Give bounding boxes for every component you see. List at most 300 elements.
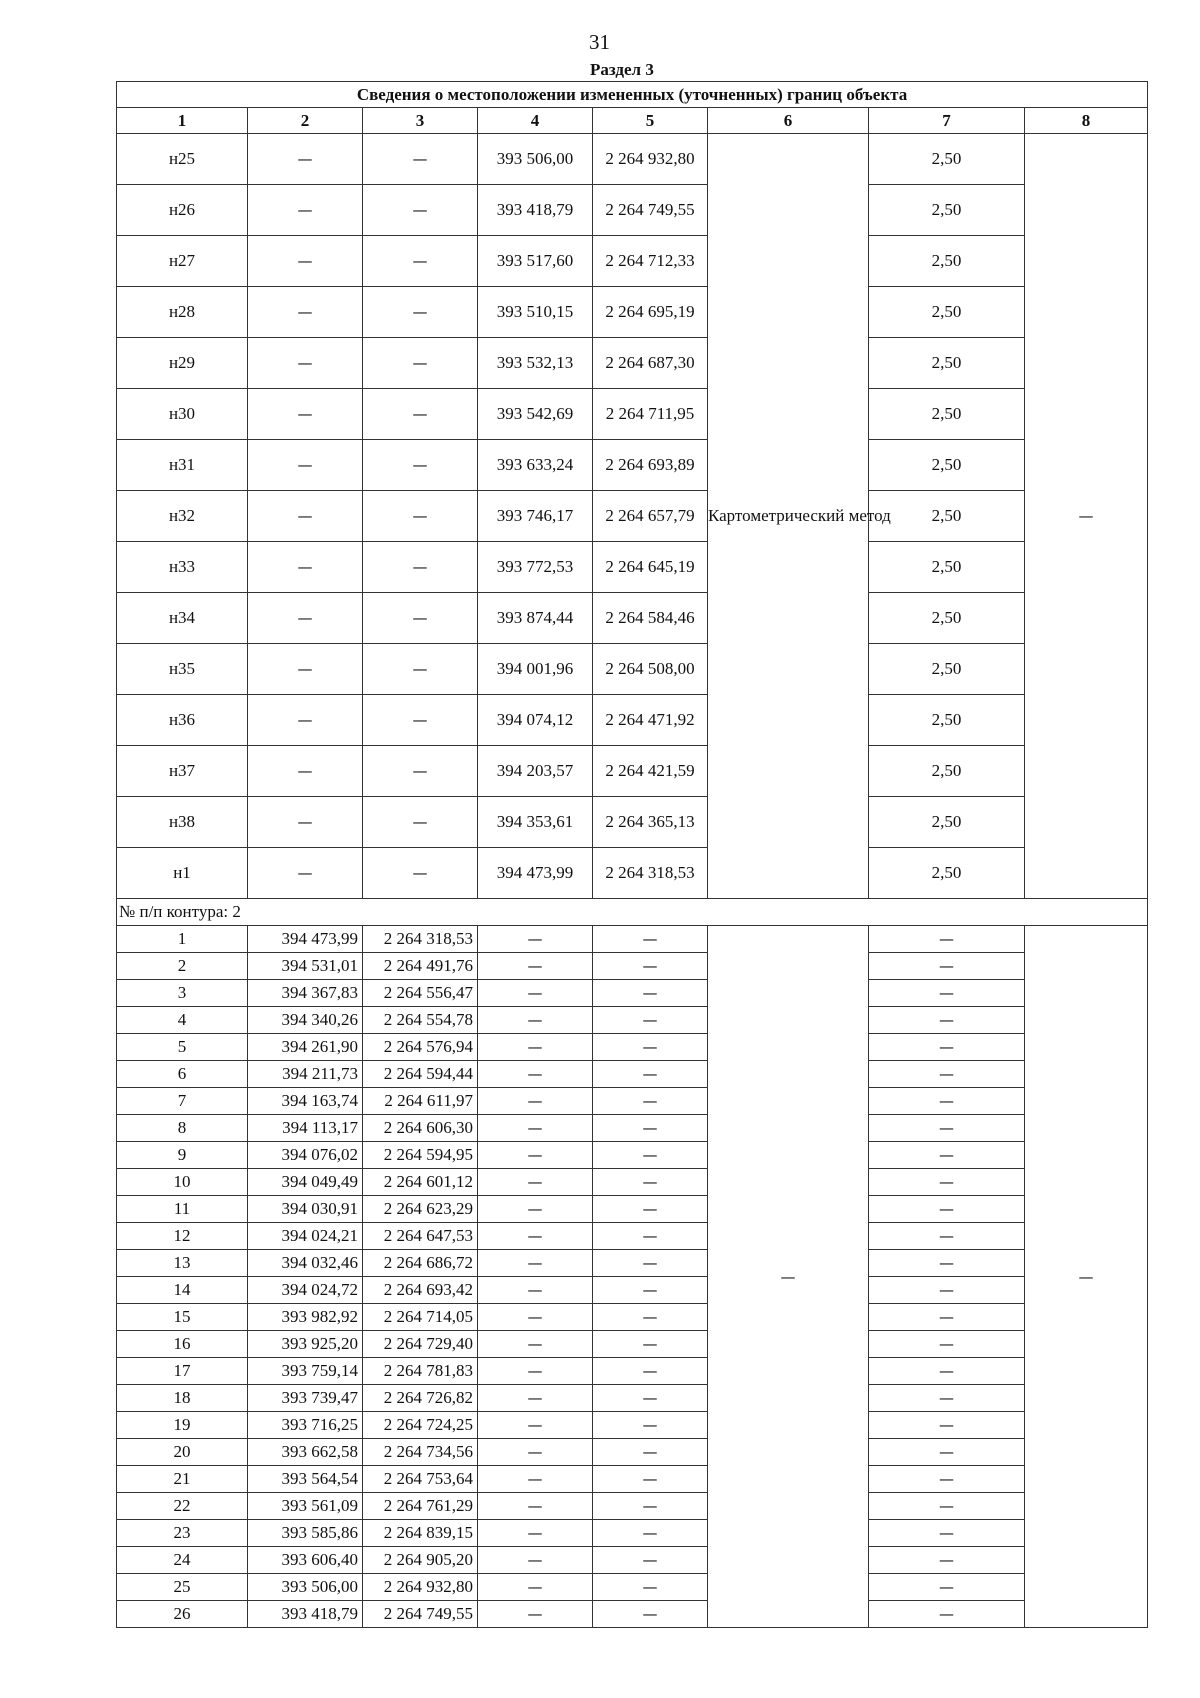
table-caption: Сведения о местоположении измененных (уточненных) границ объекта	[117, 82, 1148, 108]
table-row	[117, 1331, 1148, 1358]
column-number: 3	[363, 108, 478, 134]
accuracy-cell: —	[869, 953, 1025, 980]
new-x-cell: —	[478, 1088, 593, 1115]
new-y-cell: 2 264 645,19	[593, 542, 708, 593]
accuracy-cell: —	[869, 1466, 1025, 1493]
point-id: н25	[117, 134, 248, 185]
accuracy-cell: —	[869, 1358, 1025, 1385]
old-x-cell: 394 076,02	[248, 1142, 363, 1169]
accuracy-cell: —	[869, 980, 1025, 1007]
old-y-cell: —	[363, 746, 478, 797]
method-cell: —	[708, 926, 869, 1628]
old-x-cell: 394 211,73	[248, 1061, 363, 1088]
new-x-cell: 393 772,53	[478, 542, 593, 593]
old-y-cell: 2 264 729,40	[363, 1331, 478, 1358]
column-number: 5	[593, 108, 708, 134]
accuracy-cell: 2,50	[869, 236, 1025, 287]
new-y-cell: 2 264 695,19	[593, 287, 708, 338]
old-x-cell: 394 024,72	[248, 1277, 363, 1304]
old-y-cell: 2 264 611,97	[363, 1088, 478, 1115]
accuracy-cell: —	[869, 1574, 1025, 1601]
table-row	[117, 542, 1148, 593]
old-x-cell: 393 759,14	[248, 1358, 363, 1385]
accuracy-cell: 2,50	[869, 848, 1025, 899]
new-x-cell: 394 353,61	[478, 797, 593, 848]
new-x-cell: —	[478, 1574, 593, 1601]
new-y-cell: 2 264 711,95	[593, 389, 708, 440]
accuracy-cell: —	[869, 1412, 1025, 1439]
point-id: 6	[117, 1061, 248, 1088]
new-x-cell: 393 542,69	[478, 389, 593, 440]
old-x-cell: 394 340,26	[248, 1007, 363, 1034]
table-row	[117, 440, 1148, 491]
accuracy-cell: 2,50	[869, 542, 1025, 593]
point-id: н31	[117, 440, 248, 491]
new-y-cell: 2 264 687,30	[593, 338, 708, 389]
old-x-cell: —	[248, 491, 363, 542]
table-row	[117, 1277, 1148, 1304]
accuracy-cell: —	[869, 1115, 1025, 1142]
new-x-cell: —	[478, 1034, 593, 1061]
old-x-cell: —	[248, 848, 363, 899]
old-y-cell: 2 264 761,29	[363, 1493, 478, 1520]
point-id: 16	[117, 1331, 248, 1358]
table-row	[117, 1520, 1148, 1547]
new-x-cell: —	[478, 1277, 593, 1304]
accuracy-cell: —	[869, 1520, 1025, 1547]
column-number: 6	[708, 108, 869, 134]
point-id: 4	[117, 1007, 248, 1034]
accuracy-cell: —	[869, 926, 1025, 953]
old-y-cell: 2 264 623,29	[363, 1196, 478, 1223]
old-y-cell: 2 264 601,12	[363, 1169, 478, 1196]
point-id: н26	[117, 185, 248, 236]
new-y-cell: —	[593, 1223, 708, 1250]
point-id: н32	[117, 491, 248, 542]
old-y-cell: 2 264 781,83	[363, 1358, 478, 1385]
table-row	[117, 926, 1148, 953]
new-y-cell: 2 264 657,79	[593, 491, 708, 542]
point-id: н27	[117, 236, 248, 287]
accuracy-cell: 2,50	[869, 491, 1025, 542]
old-x-cell: 394 030,91	[248, 1196, 363, 1223]
point-id: 2	[117, 953, 248, 980]
table-row	[117, 1412, 1148, 1439]
new-y-cell: —	[593, 1169, 708, 1196]
description-cell: —	[1025, 926, 1148, 1628]
table-row	[117, 1115, 1148, 1142]
new-x-cell: —	[478, 1547, 593, 1574]
old-y-cell: —	[363, 542, 478, 593]
table-row	[117, 338, 1148, 389]
accuracy-cell: —	[869, 1385, 1025, 1412]
new-x-cell: —	[478, 1601, 593, 1628]
old-y-cell: 2 264 318,53	[363, 926, 478, 953]
old-x-cell: —	[248, 746, 363, 797]
table-row	[117, 1304, 1148, 1331]
new-x-cell: —	[478, 1358, 593, 1385]
new-y-cell: —	[593, 1466, 708, 1493]
table-row	[117, 1466, 1148, 1493]
table-row	[117, 848, 1148, 899]
new-x-cell: 393 506,00	[478, 134, 593, 185]
new-y-cell: 2 264 365,13	[593, 797, 708, 848]
new-x-cell: —	[478, 1412, 593, 1439]
contour-row	[117, 899, 1148, 926]
old-y-cell: 2 264 693,42	[363, 1277, 478, 1304]
column-number: 2	[248, 108, 363, 134]
old-x-cell: 393 506,00	[248, 1574, 363, 1601]
point-id: н38	[117, 797, 248, 848]
accuracy-cell: 2,50	[869, 644, 1025, 695]
new-y-cell: —	[593, 1034, 708, 1061]
old-y-cell: 2 264 576,94	[363, 1034, 478, 1061]
old-x-cell: 394 113,17	[248, 1115, 363, 1142]
new-y-cell: 2 264 932,80	[593, 134, 708, 185]
old-x-cell: 393 561,09	[248, 1493, 363, 1520]
old-y-cell: 2 264 753,64	[363, 1466, 478, 1493]
table-row	[117, 1007, 1148, 1034]
table-row	[117, 1088, 1148, 1115]
table-row	[117, 593, 1148, 644]
new-y-cell: —	[593, 1196, 708, 1223]
point-id: 12	[117, 1223, 248, 1250]
new-y-cell: —	[593, 1115, 708, 1142]
table-row	[117, 1385, 1148, 1412]
table-row	[117, 1250, 1148, 1277]
new-y-cell: —	[593, 1304, 708, 1331]
point-id: 26	[117, 1601, 248, 1628]
accuracy-cell: 2,50	[869, 134, 1025, 185]
old-x-cell: 393 606,40	[248, 1547, 363, 1574]
new-x-cell: —	[478, 1169, 593, 1196]
point-id: 25	[117, 1574, 248, 1601]
table-row	[117, 746, 1148, 797]
new-y-cell: —	[593, 1493, 708, 1520]
accuracy-cell: 2,50	[869, 593, 1025, 644]
accuracy-cell: —	[869, 1061, 1025, 1088]
new-y-cell: —	[593, 1142, 708, 1169]
old-y-cell: 2 264 905,20	[363, 1547, 478, 1574]
old-y-cell: —	[363, 236, 478, 287]
method-cell: Картометрический метод	[708, 134, 869, 899]
old-y-cell: 2 264 714,05	[363, 1304, 478, 1331]
old-y-cell: —	[363, 185, 478, 236]
table-row	[117, 1574, 1148, 1601]
old-x-cell: 394 032,46	[248, 1250, 363, 1277]
new-x-cell: —	[478, 1304, 593, 1331]
accuracy-cell: 2,50	[869, 338, 1025, 389]
old-x-cell: 394 531,01	[248, 953, 363, 980]
accuracy-cell: —	[869, 1223, 1025, 1250]
accuracy-cell: —	[869, 1034, 1025, 1061]
table-row	[117, 1223, 1148, 1250]
old-x-cell: —	[248, 542, 363, 593]
new-x-cell: —	[478, 1385, 593, 1412]
accuracy-cell: 2,50	[869, 695, 1025, 746]
boundary-table	[116, 81, 1148, 1628]
point-id: 18	[117, 1385, 248, 1412]
contour-label: № п/п контура: 2	[117, 899, 1148, 926]
point-id: 14	[117, 1277, 248, 1304]
point-id: н34	[117, 593, 248, 644]
new-y-cell: —	[593, 980, 708, 1007]
old-y-cell: 2 264 491,76	[363, 953, 478, 980]
accuracy-cell: 2,50	[869, 797, 1025, 848]
old-x-cell: 393 585,86	[248, 1520, 363, 1547]
new-x-cell: 393 874,44	[478, 593, 593, 644]
section-title: Раздел 3	[590, 60, 654, 79]
new-x-cell: —	[478, 1196, 593, 1223]
accuracy-cell: —	[869, 1196, 1025, 1223]
point-id: н28	[117, 287, 248, 338]
old-y-cell: —	[363, 593, 478, 644]
old-x-cell: 393 925,20	[248, 1331, 363, 1358]
old-x-cell: —	[248, 644, 363, 695]
old-x-cell: —	[248, 797, 363, 848]
old-x-cell: 394 473,99	[248, 926, 363, 953]
old-y-cell: 2 264 594,44	[363, 1061, 478, 1088]
new-x-cell: 393 517,60	[478, 236, 593, 287]
table-row	[117, 695, 1148, 746]
accuracy-cell: 2,50	[869, 287, 1025, 338]
old-x-cell: 394 049,49	[248, 1169, 363, 1196]
table-row	[117, 797, 1148, 848]
description-cell: —	[1025, 134, 1148, 899]
old-x-cell: —	[248, 338, 363, 389]
old-x-cell: 393 716,25	[248, 1412, 363, 1439]
table-row	[117, 953, 1148, 980]
old-x-cell: 393 662,58	[248, 1439, 363, 1466]
old-x-cell: 393 418,79	[248, 1601, 363, 1628]
old-x-cell: —	[248, 593, 363, 644]
point-id: 19	[117, 1412, 248, 1439]
table-row	[117, 1547, 1148, 1574]
table-row	[117, 185, 1148, 236]
point-id: 21	[117, 1466, 248, 1493]
old-x-cell: —	[248, 287, 363, 338]
point-id: н36	[117, 695, 248, 746]
new-y-cell: 2 264 508,00	[593, 644, 708, 695]
point-id: 3	[117, 980, 248, 1007]
new-y-cell: —	[593, 953, 708, 980]
accuracy-cell: —	[869, 1304, 1025, 1331]
new-x-cell: —	[478, 1115, 593, 1142]
new-y-cell: —	[593, 926, 708, 953]
table-row	[117, 1358, 1148, 1385]
accuracy-cell: —	[869, 1142, 1025, 1169]
old-y-cell: —	[363, 644, 478, 695]
new-x-cell: —	[478, 953, 593, 980]
old-y-cell: —	[363, 389, 478, 440]
point-id: 17	[117, 1358, 248, 1385]
point-id: 5	[117, 1034, 248, 1061]
point-id: 24	[117, 1547, 248, 1574]
old-x-cell: —	[248, 440, 363, 491]
new-x-cell: 394 473,99	[478, 848, 593, 899]
point-id: 7	[117, 1088, 248, 1115]
old-y-cell: 2 264 734,56	[363, 1439, 478, 1466]
column-number: 7	[869, 108, 1025, 134]
accuracy-cell: —	[869, 1277, 1025, 1304]
old-y-cell: —	[363, 134, 478, 185]
new-y-cell: —	[593, 1277, 708, 1304]
new-y-cell: —	[593, 1358, 708, 1385]
new-x-cell: —	[478, 1223, 593, 1250]
accuracy-cell: —	[869, 1493, 1025, 1520]
point-id: н35	[117, 644, 248, 695]
point-id: 22	[117, 1493, 248, 1520]
page-number: 31	[589, 30, 610, 54]
column-number: 1	[117, 108, 248, 134]
new-y-cell: —	[593, 1007, 708, 1034]
new-x-cell: 393 633,24	[478, 440, 593, 491]
new-y-cell: 2 264 749,55	[593, 185, 708, 236]
point-id: н33	[117, 542, 248, 593]
column-number: 8	[1025, 108, 1148, 134]
accuracy-cell: 2,50	[869, 440, 1025, 491]
new-x-cell: 393 418,79	[478, 185, 593, 236]
old-x-cell: 394 367,83	[248, 980, 363, 1007]
old-y-cell: —	[363, 797, 478, 848]
old-y-cell: —	[363, 491, 478, 542]
new-y-cell: —	[593, 1574, 708, 1601]
new-x-cell: —	[478, 1007, 593, 1034]
new-y-cell: —	[593, 1250, 708, 1277]
point-id: 9	[117, 1142, 248, 1169]
old-x-cell: 393 982,92	[248, 1304, 363, 1331]
new-x-cell: —	[478, 1331, 593, 1358]
new-y-cell: 2 264 421,59	[593, 746, 708, 797]
new-y-cell: —	[593, 1331, 708, 1358]
old-y-cell: 2 264 724,25	[363, 1412, 478, 1439]
new-x-cell: —	[478, 1142, 593, 1169]
table-row	[117, 1601, 1148, 1628]
new-y-cell: —	[593, 1385, 708, 1412]
old-x-cell: 394 163,74	[248, 1088, 363, 1115]
accuracy-cell: —	[869, 1250, 1025, 1277]
old-y-cell: 2 264 556,47	[363, 980, 478, 1007]
point-id: 11	[117, 1196, 248, 1223]
new-x-cell: 393 746,17	[478, 491, 593, 542]
accuracy-cell: 2,50	[869, 389, 1025, 440]
new-x-cell: 394 203,57	[478, 746, 593, 797]
point-id: н29	[117, 338, 248, 389]
old-y-cell: 2 264 606,30	[363, 1115, 478, 1142]
accuracy-cell: —	[869, 1007, 1025, 1034]
old-y-cell: —	[363, 848, 478, 899]
point-id: 23	[117, 1520, 248, 1547]
table-row	[117, 1196, 1148, 1223]
old-x-cell: 393 564,54	[248, 1466, 363, 1493]
new-x-cell: —	[478, 1250, 593, 1277]
table-row	[117, 1169, 1148, 1196]
old-y-cell: 2 264 839,15	[363, 1520, 478, 1547]
point-id: н30	[117, 389, 248, 440]
table-row	[117, 1493, 1148, 1520]
column-number-row	[117, 108, 1148, 134]
old-x-cell: 394 024,21	[248, 1223, 363, 1250]
old-y-cell: —	[363, 287, 478, 338]
new-y-cell: 2 264 712,33	[593, 236, 708, 287]
new-x-cell: 394 001,96	[478, 644, 593, 695]
table-caption-row	[117, 82, 1148, 108]
table-row	[117, 134, 1148, 185]
new-y-cell: —	[593, 1412, 708, 1439]
accuracy-cell: —	[869, 1601, 1025, 1628]
table-row	[117, 1034, 1148, 1061]
new-y-cell: 2 264 318,53	[593, 848, 708, 899]
accuracy-cell: —	[869, 1331, 1025, 1358]
accuracy-cell: 2,50	[869, 746, 1025, 797]
old-y-cell: 2 264 554,78	[363, 1007, 478, 1034]
point-id: 15	[117, 1304, 248, 1331]
point-id: 1	[117, 926, 248, 953]
old-x-cell: —	[248, 695, 363, 746]
accuracy-cell: —	[869, 1169, 1025, 1196]
old-x-cell: 394 261,90	[248, 1034, 363, 1061]
point-id: н1	[117, 848, 248, 899]
table-row	[117, 287, 1148, 338]
point-id: н37	[117, 746, 248, 797]
old-x-cell: 393 739,47	[248, 1385, 363, 1412]
column-number: 4	[478, 108, 593, 134]
new-y-cell: —	[593, 1547, 708, 1574]
new-x-cell: —	[478, 1466, 593, 1493]
table-row	[117, 1439, 1148, 1466]
table-row	[117, 1142, 1148, 1169]
old-y-cell: 2 264 932,80	[363, 1574, 478, 1601]
old-x-cell: —	[248, 185, 363, 236]
old-y-cell: 2 264 686,72	[363, 1250, 478, 1277]
accuracy-cell: —	[869, 1439, 1025, 1466]
old-y-cell: 2 264 749,55	[363, 1601, 478, 1628]
point-id: 8	[117, 1115, 248, 1142]
new-x-cell: 393 532,13	[478, 338, 593, 389]
table-row	[117, 491, 1148, 542]
table-row	[117, 236, 1148, 287]
table-row	[117, 980, 1148, 1007]
new-y-cell: 2 264 471,92	[593, 695, 708, 746]
old-y-cell: —	[363, 695, 478, 746]
new-y-cell: —	[593, 1520, 708, 1547]
new-x-cell: 394 074,12	[478, 695, 593, 746]
point-id: 10	[117, 1169, 248, 1196]
new-y-cell: —	[593, 1439, 708, 1466]
accuracy-cell: —	[869, 1088, 1025, 1115]
accuracy-cell: —	[869, 1547, 1025, 1574]
new-x-cell: —	[478, 980, 593, 1007]
new-y-cell: —	[593, 1601, 708, 1628]
table-row	[117, 389, 1148, 440]
new-x-cell: 393 510,15	[478, 287, 593, 338]
new-y-cell: 2 264 693,89	[593, 440, 708, 491]
new-x-cell: —	[478, 926, 593, 953]
old-y-cell: 2 264 726,82	[363, 1385, 478, 1412]
accuracy-cell: 2,50	[869, 185, 1025, 236]
table-row	[117, 1061, 1148, 1088]
point-id: 20	[117, 1439, 248, 1466]
new-x-cell: —	[478, 1439, 593, 1466]
new-x-cell: —	[478, 1520, 593, 1547]
old-y-cell: —	[363, 338, 478, 389]
old-x-cell: —	[248, 389, 363, 440]
new-x-cell: —	[478, 1061, 593, 1088]
new-x-cell: —	[478, 1493, 593, 1520]
old-x-cell: —	[248, 134, 363, 185]
old-y-cell: 2 264 647,53	[363, 1223, 478, 1250]
new-y-cell: 2 264 584,46	[593, 593, 708, 644]
